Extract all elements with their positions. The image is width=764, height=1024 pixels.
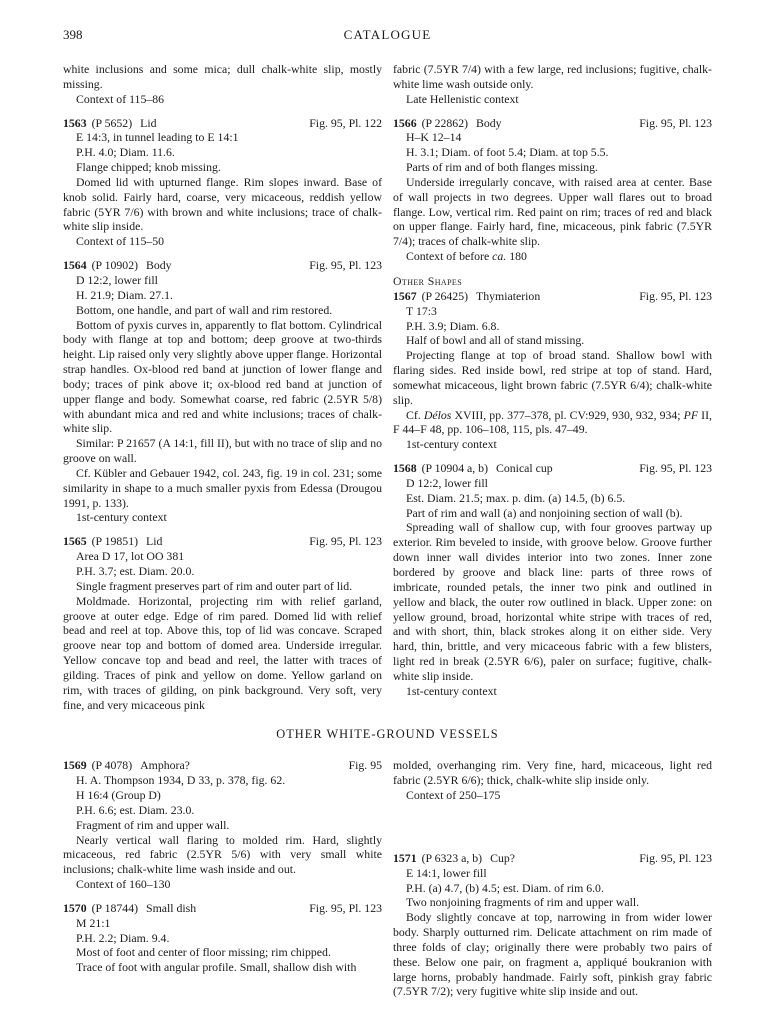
- entry-inventory-number: (P 18744): [91, 900, 139, 915]
- tombstone-line: M 21:1: [76, 915, 111, 930]
- context-line: Context of 115–50: [76, 234, 165, 249]
- entry-inventory-number: (P 19851): [91, 534, 139, 549]
- entry-1566: [393, 116, 712, 264]
- entry-number: 1564: [63, 258, 87, 273]
- context-line: Context of 115–86: [76, 91, 165, 106]
- entry-shape-name: Body: [476, 115, 502, 130]
- tombstone-line: H. 21.9; Diam. 27.1.: [76, 287, 173, 302]
- context-line: 1st-century context: [76, 510, 167, 525]
- body-paragraph: Underside irregularly concave, with raised area at center. Base of wall projects in two degrees. Upper wall flares out to broad flange. Low, vertical rim. Red paint on rim; traces of red and black on upper flange. Fairly hard, fine, micaceous, pink fabric (7.5YR 7/4); traces of chalk-white slip.: [393, 174, 712, 249]
- entry-inventory-number: (P 22862): [421, 115, 469, 130]
- entry-shape-name: Conical cup: [496, 461, 553, 476]
- top-right-column: [393, 62, 712, 712]
- subsection-header: Other Shapes: [393, 273, 463, 288]
- tombstone-line: T 17:3: [406, 303, 437, 318]
- entry-1565: [63, 534, 382, 712]
- tombstone-line: Bottom, one handle, and part of wall and rim restored.: [76, 302, 333, 317]
- bottom-columns: [63, 758, 712, 999]
- body-paragraph: Nearly vertical wall flaring to molded rim. Hard, slightly micaceous, red fabric (2.5YR 5/6) with very small white inclusions; chalk-white lime wash inside and out.: [63, 832, 382, 877]
- entry-1563: [63, 116, 382, 250]
- entry-figure-reference: Fig. 95, Pl. 123: [309, 534, 382, 549]
- entry-inventory-number: (P 6323 a, b): [421, 850, 483, 865]
- entry-heading: [393, 461, 712, 476]
- continuation-paragraph: white inclusions and some mica; dull chalk-white slip, mostly missing.: [63, 62, 382, 91]
- entry-heading: [393, 289, 712, 304]
- tombstone-line: Fragment of rim and upper wall.: [76, 817, 230, 832]
- page-number: 398: [63, 27, 83, 42]
- tombstone-line: P.H. 3.7; est. Diam. 20.0.: [76, 564, 195, 578]
- entry-heading: [393, 851, 712, 866]
- entry-figure-reference: Fig. 95, Pl. 123: [639, 115, 712, 130]
- tombstone-line: P.H. 3.9; Diam. 6.8.: [406, 318, 500, 333]
- tombstone-line: Half of bowl and all of stand missing.: [406, 333, 585, 348]
- bottom-left-column: [63, 758, 382, 999]
- entry-inventory-number: (P 10904 a, b): [421, 461, 488, 476]
- entry-number: 1567: [393, 288, 417, 303]
- entry-1568: [393, 461, 712, 699]
- entry-1571: [393, 851, 712, 999]
- body-paragraph: Trace of foot with angular profile. Small, shallow dish with: [76, 960, 357, 975]
- entry-shape-name: Cup?: [490, 850, 516, 865]
- entry-shape-name: Amphora?: [140, 758, 190, 773]
- entry-heading: [63, 901, 382, 916]
- tombstone-line: H 16:4 (Group D): [76, 787, 161, 802]
- running-title: CATALOGUE: [343, 27, 432, 42]
- tombstone-line: D 12:2, lower fill: [76, 272, 158, 287]
- tombstone-line: P.H. 4.0; Diam. 11.6.: [76, 145, 175, 160]
- body-paragraph: Body slightly concave at top, narrowing in from wider lower body. Sharply outturned rim. Delicate attachment on rim made of three folds of clay; originally there were probably two pairs of these. Below one pair, on fragment a, appliqué boukranion with large horns, probably handmade. Fairly soft, pinkish gray fabric (7.5YR 7/2); very fugitive white slip inside and out.: [393, 910, 712, 999]
- entry-heading: [63, 258, 382, 273]
- continuation-paragraph: fabric (7.5YR 7/4) with a few large, red inclusions; fugitive, chalk-white lime wash outside only.: [393, 62, 712, 91]
- top-left-column: [63, 62, 382, 712]
- entry-figure-reference: Fig. 95: [348, 758, 382, 773]
- entry-figure-reference: Fig. 95, Pl. 123: [639, 461, 712, 476]
- entry-number: 1569: [63, 758, 87, 773]
- tombstone-line: P.H. 2.2; Diam. 9.4.: [76, 930, 170, 945]
- tombstone-line: Part of rim and wall (a) and nonjoining section of wall (b).: [406, 505, 683, 520]
- context-line: 1st-century context: [406, 437, 497, 452]
- entry-heading: [393, 116, 712, 131]
- entry-1567: [393, 289, 712, 452]
- entry-inventory-number: (P 4078): [91, 758, 133, 773]
- entry-number: 1570: [63, 900, 87, 915]
- entry-figure-reference: Fig. 95, Pl. 123: [309, 258, 382, 273]
- tombstone-line: Most of foot and center of floor missing; rim chipped.: [76, 945, 331, 960]
- entry-figure-reference: Fig. 95, Pl. 123: [639, 288, 712, 303]
- entry-shape-name: Small dish: [146, 900, 197, 915]
- context-line: Context of 250–175: [406, 787, 501, 802]
- entry-1569: [63, 758, 382, 892]
- body-paragraph: Projecting flange at top of broad stand. Shallow bowl with flaring sides. Red inside bowl, red stripe at top of stand. Hard, somewhat micaceous, light brown fabric (7.5YR 6/4); chalk-white slip.: [393, 348, 712, 407]
- context-line: Context of 160–130: [76, 877, 171, 892]
- context-line: Late Hellenistic context: [406, 91, 519, 106]
- tombstone-line: Two nonjoining fragments of rim and upper wall.: [406, 895, 640, 910]
- tombstone-line: P.H. 6.6; est. Diam. 23.0.: [76, 802, 195, 817]
- entry-figure-reference: Fig. 95, Pl. 122: [309, 115, 382, 130]
- entry-number: 1565: [63, 534, 87, 549]
- page-header: [63, 28, 712, 45]
- entry-1564: [63, 258, 382, 525]
- section-header: OTHER WHITE-GROUND VESSELS: [276, 727, 499, 742]
- entry-heading: [63, 116, 382, 131]
- tombstone-line: E 14:1, lower fill: [406, 865, 487, 880]
- entry-figure-reference: Fig. 95, Pl. 123: [639, 850, 712, 865]
- body-paragraph: Cf. Kübler and Gebauer 1942, col. 243, fig. 19 in col. 231; some similarity in shape to a much smaller pyxis from Edessa (Drougou 1991, p. 133).: [63, 465, 382, 510]
- entry-heading: [63, 534, 382, 549]
- entry-shape-name: Lid: [146, 534, 163, 549]
- bottom-right-column: [393, 758, 712, 999]
- body-paragraph: Bottom of pyxis curves in, apparently to flat bottom. Cylindrical body with flange at top and bottom; deep groove at two-thirds height. Lip raised only very slightly above upper flange. Horizontal strap handles. Ox-blood red band at junction of lower flange and body; traces of pink above it; ox-blood red band at junction of upper flange and body. Somewhat coarse, red fabric (2.5YR 5/8) with abundant mica and red and white inclusions; traces of chalk-white slip.: [63, 317, 382, 436]
- tombstone-line: Single fragment preserves part of rim and outer part of lid.: [76, 578, 353, 593]
- body-paragraph: Moldmade. Horizontal, projecting rim with relief garland, groove at outer edge. Edge of rim pared. Domed lid with relief bead and reel at top. Above this, top of lid was concave. Scraped groove near top and bottom of domed area. Underside irregular. Yellow concave top and bead and reel, the latter with traces of gilding. Traces of pink and yellow on dome. Yellow garland on rim, with traces of gilding, on pink background. Very soft, very fine, and very micaceous pink: [63, 593, 382, 712]
- entry-heading: [63, 758, 382, 773]
- tombstone-line: Parts of rim and of both flanges missing.: [406, 160, 599, 175]
- tombstone-line: H. 3.1; Diam. of foot 5.4; Diam. at top 5.5.: [406, 145, 609, 160]
- tombstone-line: H. A. Thompson 1934, D 33, p. 378, fig. 62.: [76, 773, 286, 788]
- context-line: 1st-century context: [406, 683, 497, 698]
- entry-number: 1566: [393, 115, 417, 130]
- entry-number: 1563: [63, 115, 87, 130]
- body-paragraph: Cf. Délos XVIII, pp. 377–378, pl. CV:929, 930, 932, 934; PF II, F 44–F 48, pp. 106–108, 115, pls. 47–49.: [393, 407, 712, 437]
- top-columns: [63, 62, 712, 712]
- body-paragraph: Domed lid with upturned flange. Rim slopes inward. Base of knob solid. Fairly hard, coarse, very micaceous, reddish yellow fabric (5YR 7/6) with brown and white inclusions; trace of chalk-white slip inside.: [63, 174, 382, 234]
- entry-shape-name: Lid: [140, 115, 157, 130]
- context-line: Context of before ca. 180: [406, 249, 527, 264]
- tombstone-line: P.H. (a) 4.7, (b) 4.5; est. Diam. of rim 6.0.: [406, 880, 604, 895]
- body-paragraph: Similar: P 21657 (A 14:1, fill II), but with no trace of slip and no groove on wall.: [63, 436, 382, 466]
- tombstone-line: Est. Diam. 21.5; max. p. dim. (a) 14.5, (b) 6.5.: [406, 490, 626, 505]
- entry-1570: [63, 901, 382, 975]
- entry-shape-name: Thymiaterion: [476, 288, 541, 303]
- entry-shape-name: Body: [146, 258, 172, 273]
- entry-figure-reference: Fig. 95, Pl. 123: [309, 900, 382, 915]
- tombstone-line: Area D 17, lot OO 381: [76, 549, 185, 564]
- tombstone-line: E 14:3, in tunnel leading to E 14:1: [76, 130, 239, 145]
- tombstone-line: H–K 12–14: [406, 130, 462, 145]
- tombstone-line: D 12:2, lower fill: [406, 475, 488, 490]
- entry-number: 1568: [393, 461, 417, 476]
- continuation-paragraph: molded, overhanging rim. Very fine, hard, micaceous, light red fabric (2.5YR 6/6); thick, chalk-white slip inside only.: [393, 758, 712, 788]
- entry-inventory-number: (P 5652): [91, 115, 133, 130]
- entry-inventory-number: (P 10902): [91, 258, 139, 273]
- entry-inventory-number: (P 26425): [421, 288, 469, 303]
- body-paragraph: Spreading wall of shallow cup, with four grooves partway up exterior. Rim beveled to inside, with groove below. Groove further down inner wall divides interior into two zones. Inner zone bordered by groove and black line: parts of three rows of imbricate, rounded petals, the inner two pink and outlined in yellow and black, the outer row outlined in black. Upper zone: on yellow ground, broad, horizontal white stripe with traces of red, and with short, thin, black strokes along it on either side. Very hard, thin, brittle, and very micaceous fabric with a few blisters, light red in break (2.5YR 6/6), paler on surface; fugitive, chalk-white slip inside.: [393, 520, 712, 683]
- entry-number: 1571: [393, 850, 417, 865]
- tombstone-line: Flange chipped; knob missing.: [76, 160, 221, 175]
